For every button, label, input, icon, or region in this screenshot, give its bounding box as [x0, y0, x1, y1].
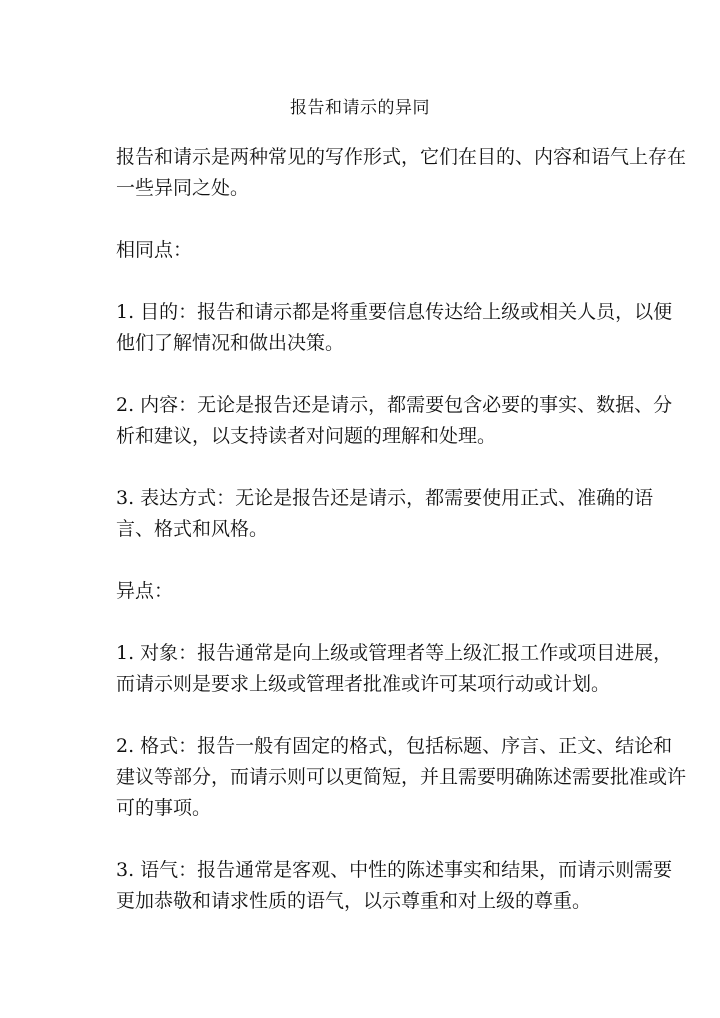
spacer — [116, 204, 686, 235]
spacer — [116, 700, 686, 731]
spacer — [116, 545, 686, 576]
spacer — [116, 359, 686, 390]
intro-paragraph: 报告和请示是两种常见的写作形式，它们在目的、内容和语气上存在一些异同之处。 — [116, 146, 687, 199]
document-body — [116, 142, 686, 917]
document-title: 报告和请示的异同 — [290, 98, 430, 118]
differences-heading: 异点： — [116, 580, 174, 602]
difference-item-format: 2. 格式：报告一般有固定的格式，包括标题、序言、正文、结论和建议等部分，而请示则可以更简短，并且需要明确陈述需要批准或许可的事项。 — [116, 735, 687, 819]
similarity-item-content: 2. 内容：无论是报告还是请示，都需要包含必要的事实、数据、分析和建议，以支持读者对问题的理解和处理。 — [116, 394, 673, 447]
similarity-item-expression: 3. 表达方式：无论是报告还是请示，都需要使用正式、准确的语言、格式和风格。 — [116, 487, 654, 540]
spacer — [116, 452, 686, 483]
difference-item-tone: 3. 语气：报告通常是客观、中性的陈述事实和结果，而请示则需要更加恭敬和请求性质的语气，以示尊重和对上级的尊重。 — [116, 859, 673, 912]
similarities-heading: 相同点： — [116, 239, 193, 261]
similarity-item-purpose: 1. 目的：报告和请示都是将重要信息传达给上级或相关人员，以便他们了解情况和做出决策。 — [116, 301, 673, 354]
spacer — [116, 607, 686, 638]
difference-item-audience: 1. 对象：报告通常是向上级或管理者等上级汇报工作或项目进展，而请示则是要求上级或管理者批准或许可某项行动或计划。 — [116, 642, 673, 695]
spacer — [116, 824, 686, 855]
spacer — [116, 266, 686, 297]
